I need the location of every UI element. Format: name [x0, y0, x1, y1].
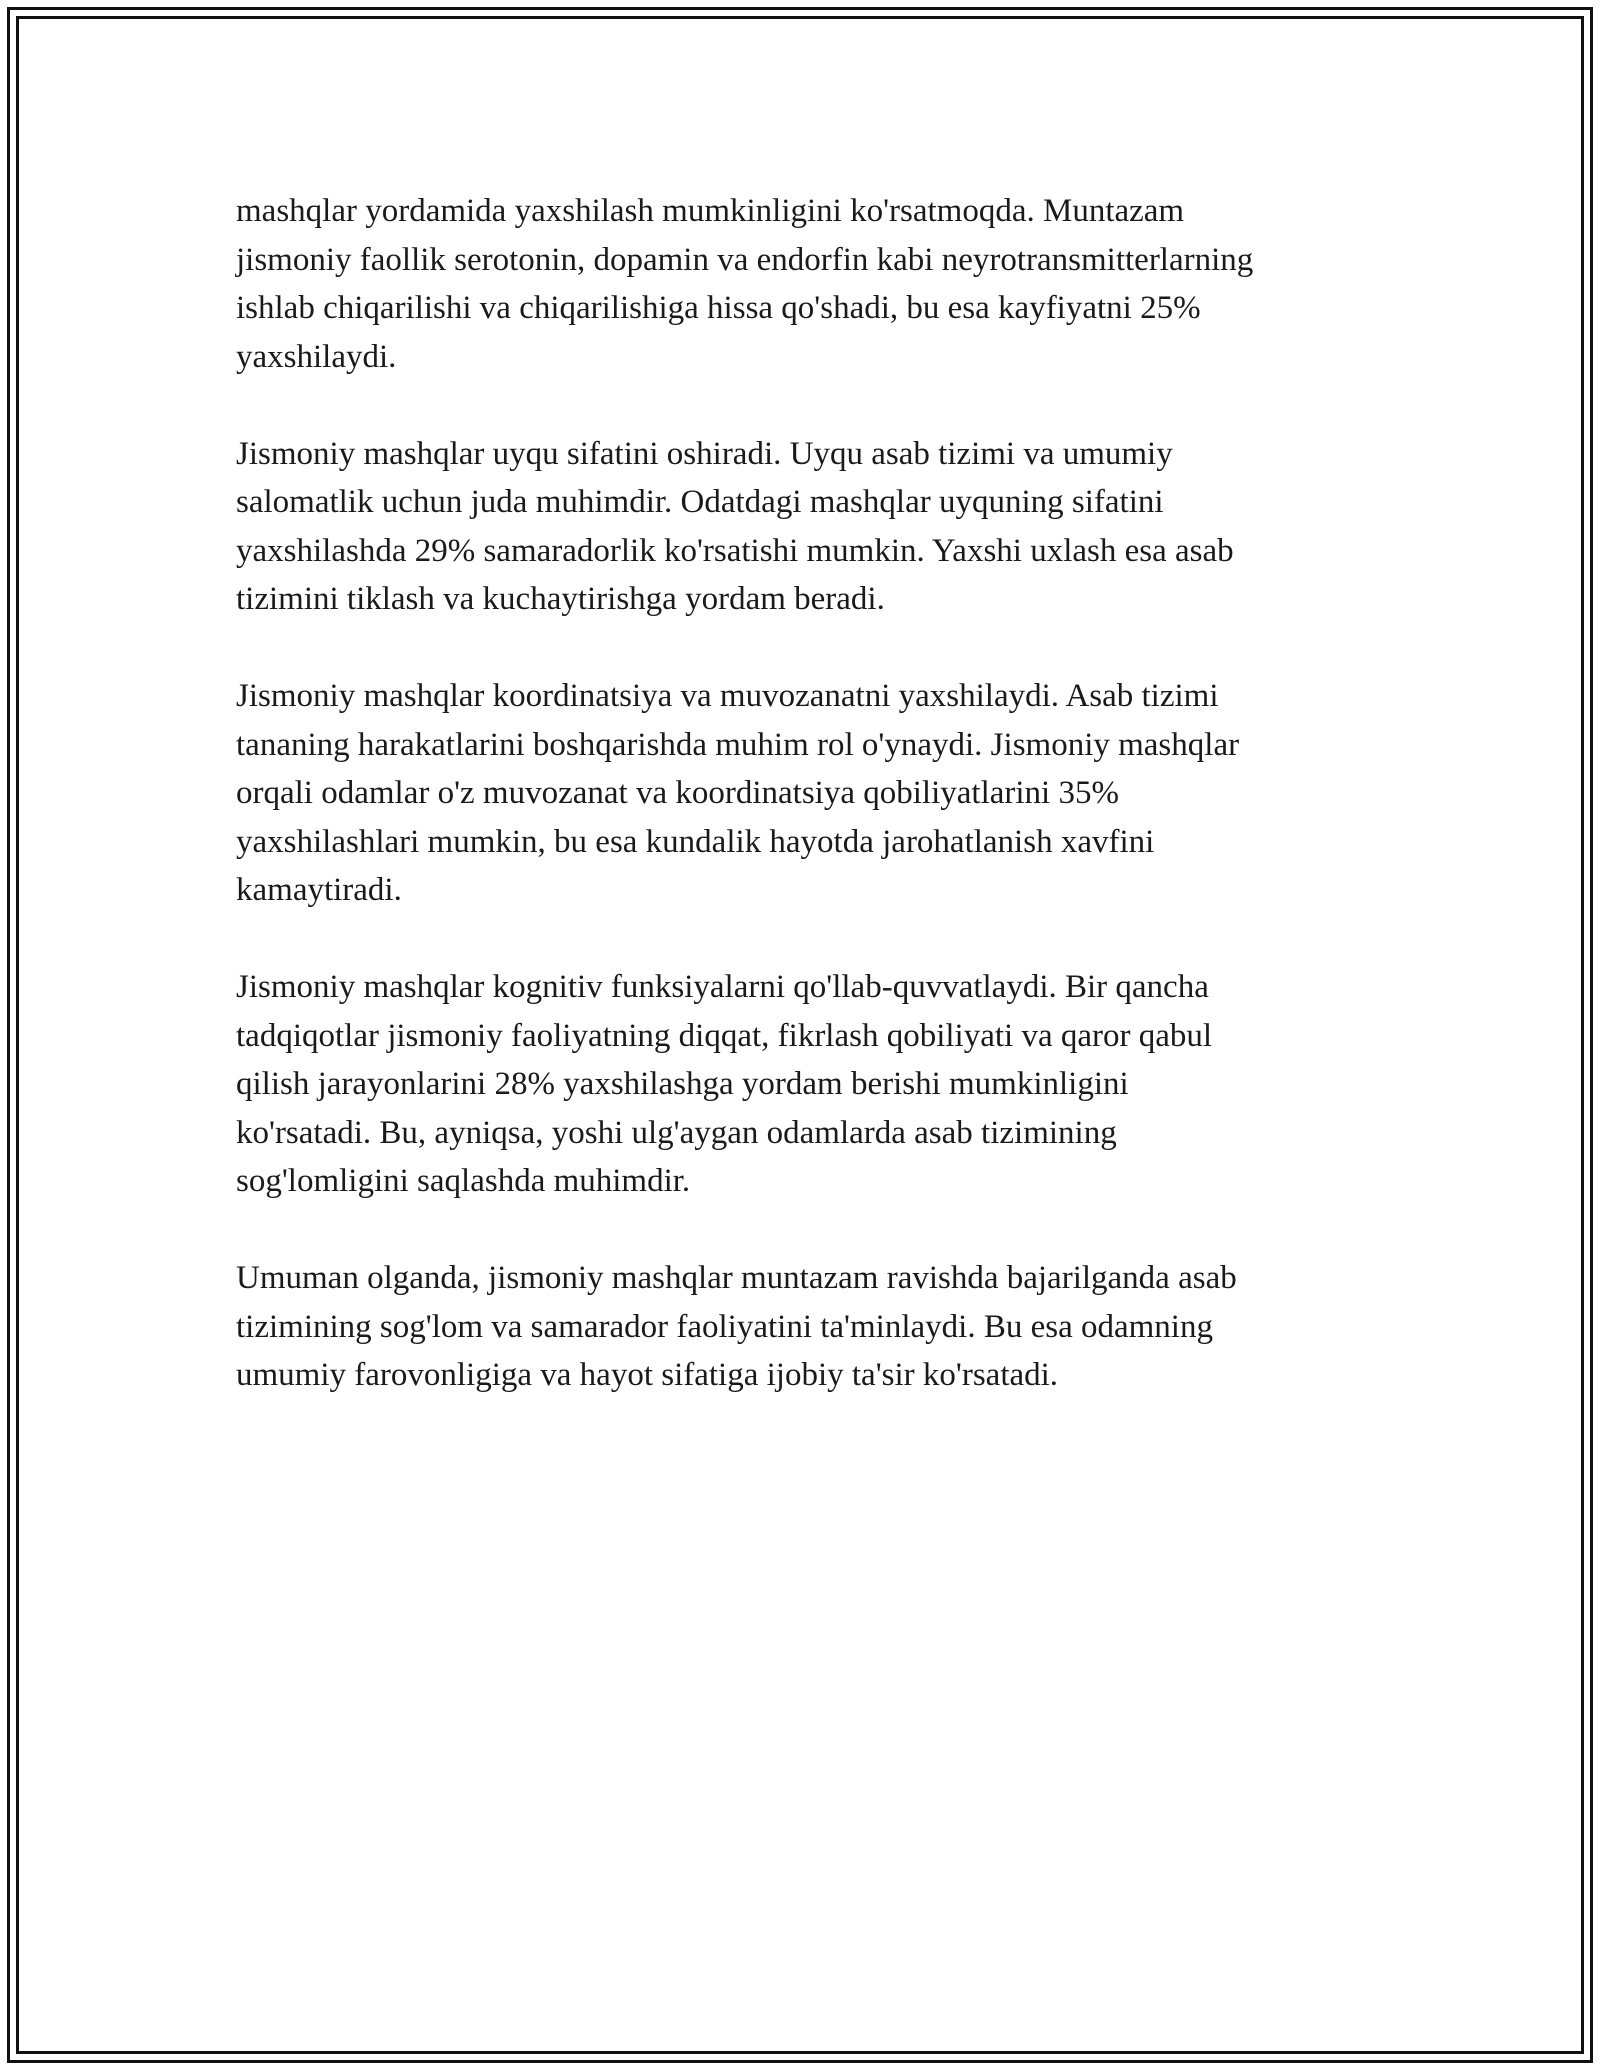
text-line: yaxshilaydi.	[236, 338, 397, 375]
text-line: orqali odamlar o'z muvozanat va koordinatsiya qobiliyatlarini 35%	[236, 775, 1119, 811]
document-body	[236, 187, 1396, 1400]
text-line: mashqlar yordamida yaxshilash mumkinligini ko'rsatmoqda. Muntazam	[236, 193, 1185, 229]
paragraph-coordination	[236, 672, 1396, 915]
text-line: Jismoniy mashqlar uyqu sifatini oshiradi. Uyqu asab tizimi va umumiy	[236, 435, 1173, 472]
text-line: Umuman olganda, jismoniy mashqlar muntazam ravishda bajarilganda asab	[236, 1260, 1237, 1296]
text-line: tizimini tiklash va kuchaytirishga yordam beradi.	[236, 581, 885, 617]
text-line: tadqiqotlar jismoniy faoliyatning diqqat, fikrlash qobiliyati va qaror qabul	[236, 1017, 1213, 1054]
text-line: ko'rsatadi. Bu, ayniqsa, yoshi ulg'aygan odamlarda asab tizimining	[236, 1114, 1117, 1151]
text-line: salomatlik uchun juda muhimdir. Odatdagi mashqlar uyquning sifatini	[236, 484, 1164, 520]
text-line: jismoniy faollik serotonin, dopamin va endorfin kabi neyrotransmitterlarning	[236, 241, 1254, 278]
paragraph-sleep	[236, 430, 1396, 624]
text-line: qilish jarayonlarini 28% yaxshilashga yordam berishi mumkinligini	[236, 1066, 1129, 1102]
text-line: umumiy farovonligiga va hayot sifatiga ijobiy ta'sir ko'rsatadi.	[236, 1357, 1059, 1393]
text-line: Jismoniy mashqlar kognitiv funksiyalarni qo'llab-quvvatlaydi. Bir qancha	[236, 969, 1209, 1005]
text-line: sog'lomligini saqlashda muhimdir.	[236, 1163, 691, 1199]
paragraph-conclusion	[236, 1254, 1396, 1400]
text-line: tizimining sog'lom va samarador faoliyatini ta'minlaydi. Bu esa odamning	[236, 1308, 1213, 1345]
text-line: tananing harakatlarini boshqarishda muhim rol o'ynaydi. Jismoniy mashqlar	[236, 726, 1240, 763]
paragraph-cognitive	[236, 963, 1396, 1206]
text-line: yaxshilashlari mumkin, bu esa kundalik hayotda jarohatlanish xavfini	[236, 823, 1155, 860]
text-line: yaxshilashda 29% samaradorlik ko'rsatishi mumkin. Yaxshi uxlash esa asab	[236, 532, 1234, 569]
text-line: ishlab chiqarilishi va chiqarilishiga hissa qo'shadi, bu esa kayfiyatni 25%	[236, 290, 1201, 326]
text-line: Jismoniy mashqlar koordinatsiya va muvozanatni yaxshilaydi. Asab tizimi	[236, 678, 1219, 714]
paragraph-mood	[236, 187, 1396, 381]
text-line: kamaytiradi.	[236, 872, 402, 908]
